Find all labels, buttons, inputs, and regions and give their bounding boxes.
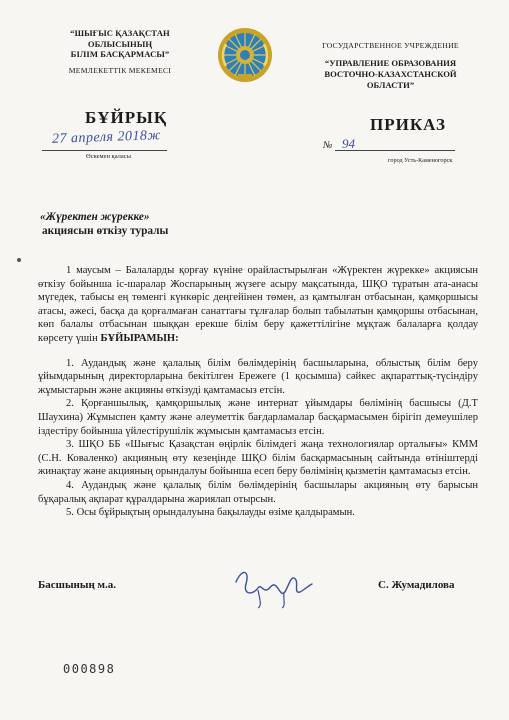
org-name-ru: [303, 40, 478, 91]
order-item: 4. Аудандық және қалалық білім бөлімдерінің басшылары акцияның өту барысын бұқаралық ақпарат құралдарына жариялап отырсын.: [38, 479, 478, 505]
number-sign: №: [323, 140, 333, 151]
org-name-kz: [40, 28, 200, 76]
order-item: 5. Осы бұйрықтың орындалуына бақылауды өзіме қалдырамын.: [66, 507, 355, 519]
handwritten-signature-icon: [228, 560, 318, 610]
city-kz: Өскемен қаласы: [86, 153, 132, 160]
org-type-ru: ГОСУДАРСТВЕННОЕ УЧРЕЖДЕНИЕ: [322, 41, 459, 50]
org-name-ru-line: ВОСТОЧНО-КАЗАХСТАНСКОЙ: [324, 69, 457, 79]
handwritten-date: 27 апреля 2018ж: [51, 128, 162, 147]
order-body: [38, 264, 478, 520]
org-name-kz-line: ОБЛЫСЫНЫҢ: [87, 38, 153, 49]
signatory-position: Басшының м.а.: [38, 579, 117, 591]
org-name-ru-line: “УПРАВЛЕНИЕ ОБРАЗОВАНИЯ: [324, 58, 457, 68]
subject-line-1: «Жүректен жүрекке»: [40, 211, 150, 223]
intro-decree: БҰЙЫРАМЫН:: [100, 332, 179, 344]
intro-text: 1 маусым – Балаларды қорғау күніне орайластырылған «Жүректен жүрекке» акциясын өткізу бойынша іс-шаралар Жоспарының жүзеге асыру мақсатында, ШҚО тұратын ата-анасы мүгедек, табысы ең төменгі күнкөріс деңгейінен төмен, аз қамтылған отбасынан, қамқоршысы атасы, әжесі, басқа да қорғалмаған санаттағы тұлғалар болып табылатын қамқоршы отбасынан, көп балалы отбасынан шыққан ерекше білім беру қажеттілігіне мұқтаж балаларға қолдау көрсету үшін: [38, 265, 478, 344]
state-emblem-icon: [216, 26, 274, 84]
org-name-kz-line: БІЛІМ БАСҚАРМАСЫ”: [70, 49, 170, 59]
subject-line-2: акциясын өткізу туралы: [42, 225, 169, 237]
org-name-kz-line: “ШЫҒЫС ҚАЗАҚСТАН: [70, 28, 170, 38]
order-item: 1. Аудандық және қалалық білім бөлімдерінің басшыларына, облыстық білім беру ұйымдарының директорларына бекітілген Ережеге (1 қосымша) сәйкес ақпараттық-түсіндіру жұмыстарын және акцияны өткізуді қамтамасыз етсін.: [38, 357, 478, 396]
order-subject: [40, 210, 168, 238]
order-title-kz: БҰЙРЫҚ: [85, 108, 168, 127]
org-type-kz: МЕМЛЕКЕТТІК МЕКЕМЕСІ: [68, 65, 172, 75]
order-item: 2. Қорғаншылық, қамқоршылық және интернат ұйымдары бөлімінің басшысы (Д.Т Шаухина) Жұмыспен қамту және әлеуметтік бағдарламалар басқармасымен бірігіп демеушілер іздестіру бойынша үйлестірушілік жұмысын қамтамасыз етсін.: [38, 398, 478, 437]
org-name-ru-line: ОБЛАСТИ”: [366, 80, 415, 90]
order-title-ru: ПРИКАЗ: [370, 115, 446, 134]
intro-paragraph: [38, 264, 478, 346]
serial-number: 000898: [63, 662, 116, 676]
handwritten-number: 94: [342, 136, 355, 151]
order-item: 3. ШҚО ББ «Шығыс Қазақстан өңірлік білімдегі жаңа технологиялар орталығы» КММ (С.Н. Коваленко) акцияның өту кезеңінде ШҚО білім басқармасының сайтында өтініштерді жинақтау және акцияның орындалуы бойынша есеп беру бөлімінің қызметін қамтамасыз етсін.: [38, 439, 478, 478]
city-ru: город Усть-Каменогорск: [388, 157, 453, 164]
margin-dot: [17, 258, 21, 262]
signatory-name: С. Жумадилова: [378, 579, 455, 591]
